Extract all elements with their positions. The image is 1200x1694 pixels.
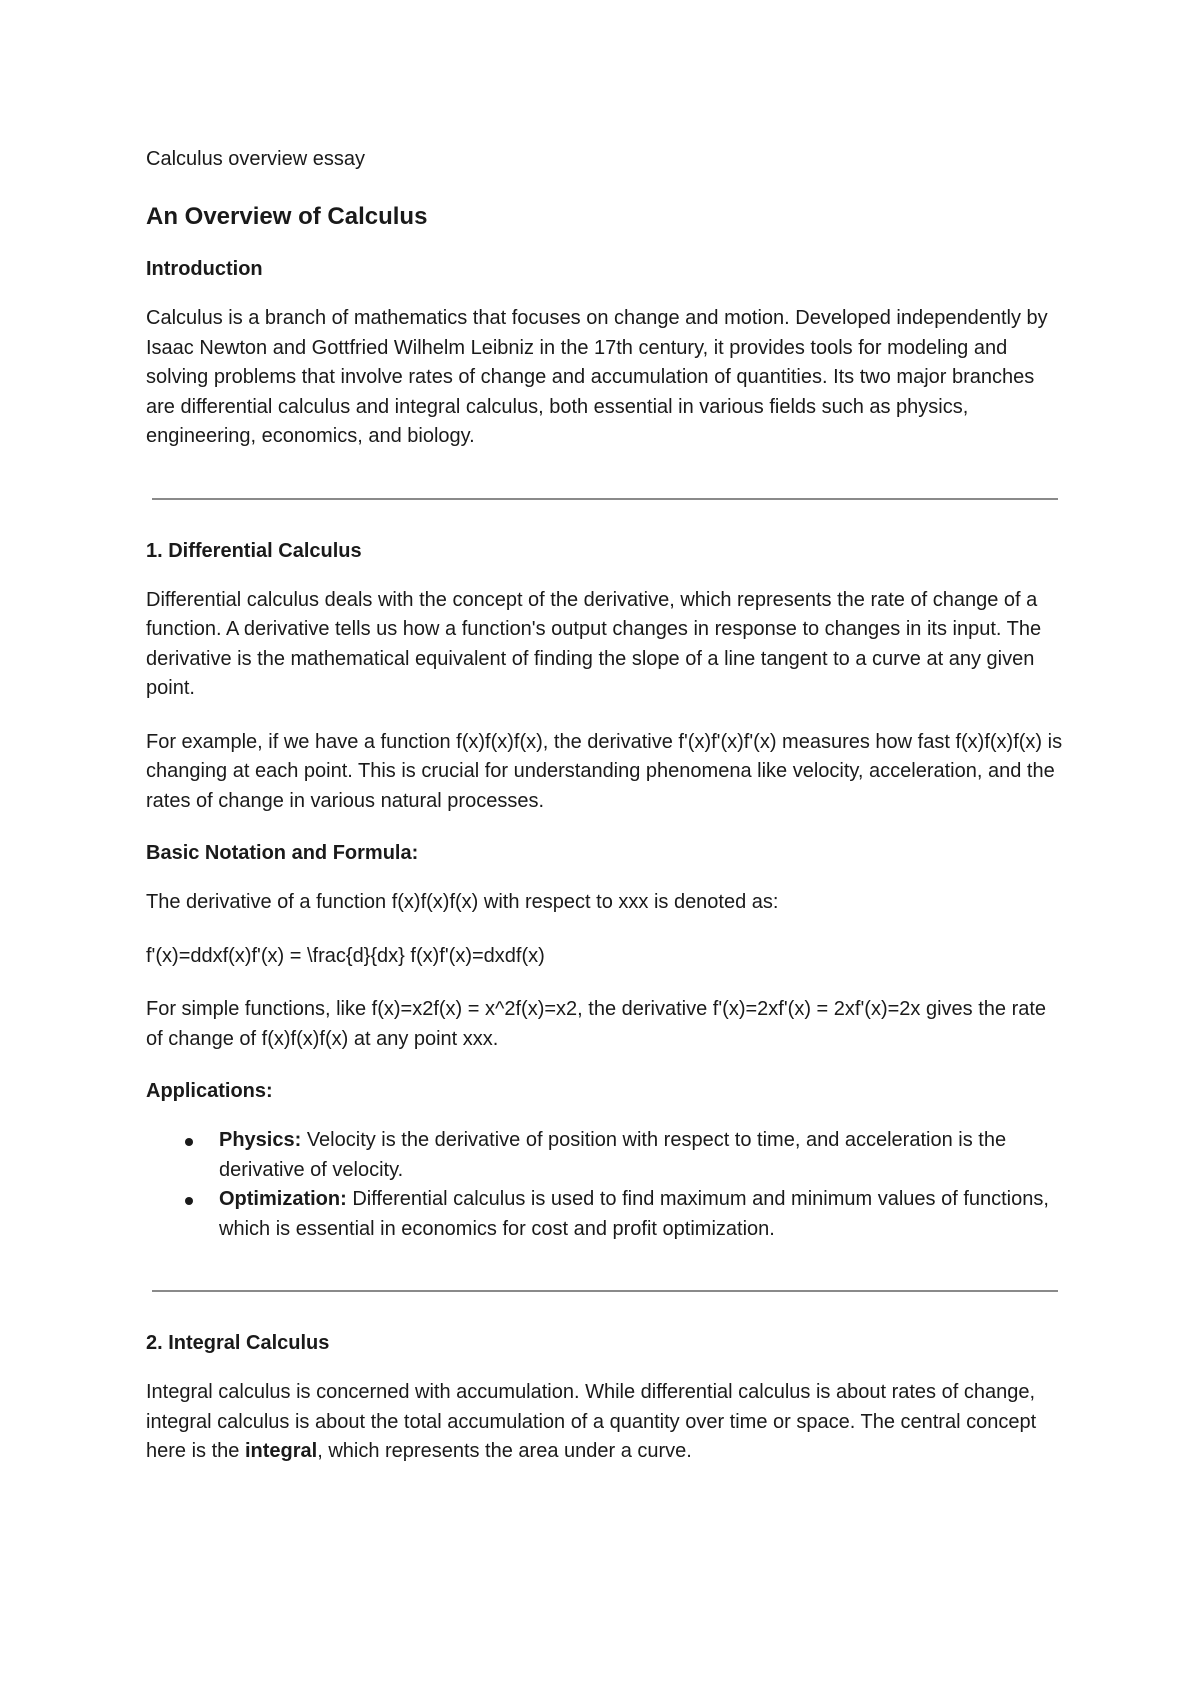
application-term: Physics:: [219, 1129, 302, 1151]
applications-list: [146, 1126, 1066, 1244]
integral-text-after: , which represents the area under a curve.: [317, 1440, 692, 1462]
document-page: [146, 146, 1066, 1491]
integral-text-before: Integral calculus is concerned with accumulation. While differential calculus is about rates of change, integral calculus is about the total accumulation of a quantity over time or space. The central concept here is the: [146, 1381, 1037, 1462]
bullet-icon: [185, 1138, 193, 1146]
differential-heading: 1. Differential Calculus: [146, 539, 362, 562]
document-title: An Overview of Calculus: [146, 203, 428, 230]
application-text: Differential calculus is used to find maximum and minimum values of functions, which is essential in economics for cost and profit optimization.: [219, 1188, 1049, 1240]
integral-heading: 2. Integral Calculus: [146, 1332, 330, 1354]
applications-heading: Applications:: [146, 1080, 273, 1102]
list-item: [146, 1126, 1066, 1185]
notation-paragraph: The derivative of a function f(x)f(x)f(x) with respect to xxx is denoted as:: [146, 891, 779, 913]
bullet-icon: [185, 1197, 193, 1205]
differential-paragraph-1: Differential calculus deals with the concept of the derivative, which represents the rate of change of a function. A derivative tells us how a function's output changes in response to changes in its input. The derivative is the mathematical equivalent of finding the slope of a line tangent to a curve at any given point.: [146, 588, 1042, 699]
intro-heading: Introduction: [146, 258, 263, 280]
document-label: Calculus overview essay: [146, 148, 365, 170]
section-divider: [152, 498, 1058, 500]
application-text: Velocity is the derivative of position with respect to time, and acceleration is the derivative of velocity.: [219, 1129, 1007, 1181]
integral-paragraph: [146, 1378, 1066, 1467]
notation-heading: Basic Notation and Formula:: [146, 842, 419, 864]
section-divider: [152, 1290, 1058, 1292]
application-term: Optimization:: [219, 1188, 347, 1210]
intro-paragraph: Calculus is a branch of mathematics that focuses on change and motion. Developed independently by Isaac Newton and Gottfried Wilhelm Leibniz in the 17th century, it provides tools for modeling and solving problems that involve rates of change and accumulation of quantities. Its two major branches are differential calculus and integral calculus, both essential in various fields such as physics, engineering, economics, and biology.: [146, 307, 1048, 447]
notation-example: For simple functions, like f(x)=x2f(x) = x^2f(x)=x2, the derivative f'(x)=2xf'(x) = 2xf'(x)=2x gives the rate of change of f(x)f(x)f(x) at any point xxx.: [146, 998, 1047, 1050]
differential-paragraph-2: For example, if we have a function f(x)f(x)f(x), the derivative f'(x)f'(x)f'(x) measures how fast f(x)f(x)f(x) is changing at each point. This is crucial for understanding phenomena like velocity, acceleration, and the rates of change in various natural processes.: [146, 730, 1063, 812]
notation-formula: f'(x)=ddxf(x)f'(x) = \frac{d}{dx} f(x)f'(x)=dxdf(x): [146, 944, 545, 967]
list-item: [146, 1185, 1066, 1244]
integral-term: integral: [244, 1440, 318, 1462]
